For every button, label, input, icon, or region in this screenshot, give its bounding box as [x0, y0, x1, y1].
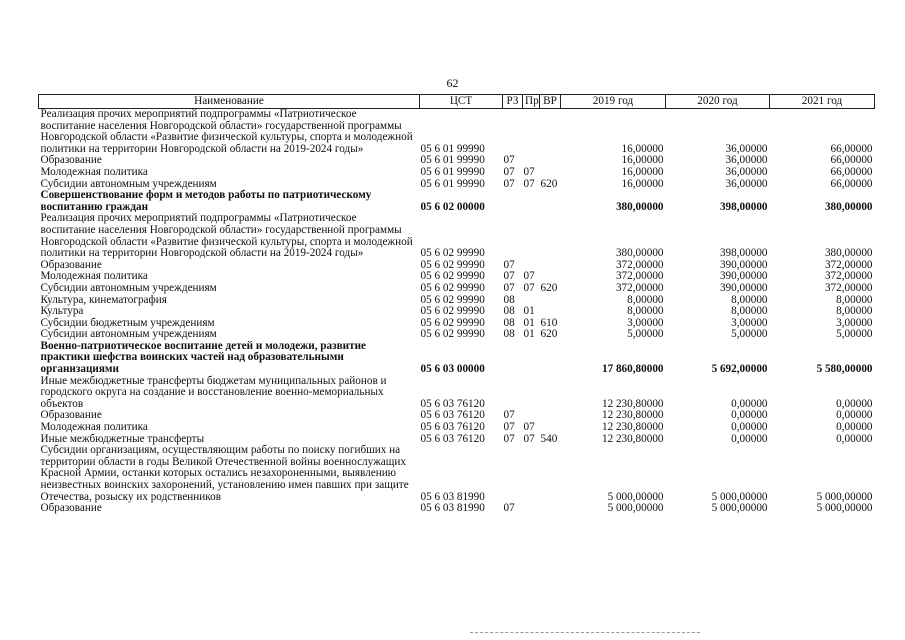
row-pr: 01: [523, 328, 535, 341]
row-name: Совершенствование форм и методов работы по патриотическому воспитанию граждан: [40, 189, 372, 213]
row-value-2019: 12 230,80000: [601, 432, 664, 445]
row-name: Реализация прочих мероприятий подпрограммы «Патриотическое воспитание населения Новгородской области» государственной программы Новгородской области «Развитие физической культуры, спорта и молодежной политики на территории Новгородской области на 2019-2024 годы»: [40, 212, 413, 260]
header-2020: 2020 год: [666, 95, 770, 109]
row-cst: 05 6 02 99990: [420, 281, 485, 294]
row-rz: [503, 190, 523, 213]
row-value-2019: 3,00000: [627, 316, 664, 329]
row-value-2021: 0,00000: [836, 432, 873, 445]
row-name: Образование: [40, 502, 102, 515]
row-value-2019: 12 230,80000: [601, 409, 664, 422]
row-rz: 08: [503, 293, 515, 306]
row-cst: 05 6 03 81990: [420, 490, 485, 503]
row-value-2019: 5,00000: [627, 328, 664, 341]
row-cst: 05 6 03 81990: [420, 502, 485, 515]
row-value-2019: 16,00000: [621, 154, 664, 167]
table-row: [39, 376, 875, 411]
header-rz: РЗ: [503, 95, 523, 109]
row-rz: 08: [503, 328, 515, 341]
table-body: [39, 109, 875, 515]
table-row: [39, 445, 875, 503]
row-cst: 05 6 02 99990: [420, 247, 485, 260]
row-value-2019: 16,00000: [621, 142, 664, 155]
row-value-2020: 0,00000: [731, 432, 768, 445]
row-vr: [540, 167, 561, 179]
row-rz: 08: [503, 316, 515, 329]
row-value-2019: 12 230,80000: [601, 421, 664, 434]
row-pr: 01: [523, 305, 535, 318]
row-value-2021: 0,00000: [836, 397, 873, 410]
budget-table: [38, 94, 875, 515]
table-row: [39, 503, 875, 515]
row-value-2021: 5,00000: [836, 328, 873, 341]
row-pr: 07: [523, 281, 535, 294]
row-cst: 05 6 02 00000: [420, 200, 485, 213]
row-value-2019: 17 860,80000: [601, 363, 664, 376]
row-rz: 08: [503, 305, 515, 318]
row-name: Субсидии организациям, осуществляющим работы по поиску погибших на территории области в годы Великой Отечественной войны военнослужащих Красной Армии, останки которых остались незахороненными, выявлению неизвестных воинских захоронений, установлению имен павших при защите Отечества, розыску их родственников: [40, 444, 409, 503]
row-pr: 07: [523, 270, 535, 283]
row-value-2020: 398,00000: [719, 200, 768, 213]
row-pr: [523, 445, 540, 503]
row-name: Субсидии автономным учреждениям: [40, 177, 217, 190]
row-name: Военно-патриотическое воспитание детей и молодежи, развитие практики шефства воинских частей над образовательными организациями: [40, 339, 367, 376]
row-value-2020: 36,00000: [725, 142, 768, 155]
row-rz: 07: [503, 270, 515, 283]
row-cst: 05 6 03 76120: [420, 409, 485, 422]
row-pr: 01: [523, 316, 535, 329]
row-value-2021: 372,00000: [824, 281, 873, 294]
row-value-2021: 5 000,00000: [816, 490, 873, 503]
scan-artifact-line: [470, 632, 700, 634]
row-rz: [503, 445, 523, 503]
header-2021: 2021 год: [770, 95, 875, 109]
table-row: [39, 213, 875, 259]
row-rz: 07: [503, 177, 515, 190]
row-vr: [540, 109, 561, 156]
row-value-2021: 372,00000: [824, 258, 873, 271]
row-value-2021: 5 580,00000: [816, 363, 873, 376]
row-value-2019: 372,00000: [615, 270, 664, 283]
row-value-2021: 380,00000: [824, 247, 873, 260]
row-pr: [523, 190, 540, 213]
row-rz: 07: [503, 432, 515, 445]
row-value-2020: 5 000,00000: [711, 490, 768, 503]
row-cst: 05 6 03 76120: [420, 397, 485, 410]
row-value-2020: 398,00000: [719, 247, 768, 260]
header-2019: 2019 год: [561, 95, 666, 109]
row-cst: 05 6 03 76120: [420, 432, 485, 445]
row-name: Субсидии бюджетным учреждениям: [40, 316, 215, 329]
row-rz: 07: [503, 154, 515, 167]
row-value-2021: 66,00000: [830, 142, 873, 155]
table-row: [39, 283, 875, 295]
row-name: Субсидии автономным учреждениям: [40, 281, 217, 294]
row-value-2021: 8,00000: [836, 305, 873, 318]
row-vr: 620: [540, 328, 558, 341]
row-vr: [540, 341, 561, 376]
row-value-2019: 372,00000: [615, 258, 664, 271]
row-rz: 07: [503, 258, 515, 271]
row-value-2021: 380,00000: [824, 200, 873, 213]
row-value-2020: 8,00000: [731, 293, 768, 306]
header-name: Наименование: [39, 95, 420, 109]
row-rz: 07: [503, 421, 515, 434]
table-row: [39, 109, 875, 156]
row-vr: [540, 422, 561, 434]
row-name: Молодежная политика: [40, 270, 148, 283]
row-cst: 05 6 01 99990: [420, 165, 485, 178]
row-name: Образование: [40, 154, 102, 167]
row-rz: [503, 376, 523, 411]
row-value-2020: 36,00000: [725, 154, 768, 167]
row-rz: [503, 109, 523, 156]
row-pr: 07: [523, 177, 535, 190]
row-cst: 05 6 01 99990: [420, 177, 485, 190]
row-cst: 05 6 01 99990: [420, 142, 485, 155]
page-number: 62: [446, 76, 459, 90]
row-rz: 07: [503, 502, 515, 515]
row-vr: [540, 213, 561, 259]
row-name: Культура: [40, 305, 84, 318]
table-row: [39, 341, 875, 376]
row-vr: 540: [540, 432, 558, 445]
table-row: [39, 422, 875, 434]
table-row: [39, 306, 875, 318]
row-value-2020: 0,00000: [731, 397, 768, 410]
row-vr: 620: [540, 281, 558, 294]
row-value-2019: 16,00000: [621, 177, 664, 190]
row-cst: 05 6 02 99990: [420, 270, 485, 283]
row-name: Образование: [40, 258, 102, 271]
row-cst: 05 6 02 99990: [420, 258, 485, 271]
row-vr: 620: [540, 177, 558, 190]
row-rz: 07: [503, 165, 515, 178]
row-pr: 07: [523, 421, 535, 434]
row-vr: [540, 155, 561, 167]
row-name: Культура, кинематография: [40, 293, 167, 306]
row-value-2020: 5 692,00000: [711, 363, 768, 376]
row-vr: [540, 376, 561, 411]
row-value-2020: 390,00000: [719, 258, 768, 271]
row-cst: 05 6 02 99990: [420, 328, 485, 341]
row-vr: [540, 295, 561, 307]
row-cst: 05 6 03 76120: [420, 421, 485, 434]
row-pr: [523, 341, 540, 376]
row-vr: [540, 190, 561, 213]
table-row: [39, 167, 875, 179]
row-rz: 07: [503, 409, 515, 422]
row-value-2019: 8,00000: [627, 293, 664, 306]
row-value-2019: 372,00000: [615, 281, 664, 294]
row-name: Субсидии автономным учреждениям: [40, 328, 217, 341]
row-value-2019: 380,00000: [615, 200, 664, 213]
row-cst: 05 6 03 00000: [420, 363, 485, 376]
row-value-2020: 5 000,00000: [711, 502, 768, 515]
header-vr: ВР: [540, 95, 561, 109]
row-value-2019: 5 000,00000: [607, 502, 664, 515]
row-vr: [540, 260, 561, 272]
row-vr: [540, 410, 561, 422]
header-pr: Пр: [523, 95, 540, 109]
row-value-2020: 0,00000: [731, 421, 768, 434]
row-value-2019: 8,00000: [627, 305, 664, 318]
row-value-2021: 0,00000: [836, 421, 873, 434]
row-value-2020: 36,00000: [725, 177, 768, 190]
row-name: Реализация прочих мероприятий подпрограммы «Патриотическое воспитание населения Новгородской области» государственной программы Новгородской области «Развитие физической культуры, спорта и молодежной политики на территории Новгородской области на 2019-2024 годы»: [40, 108, 413, 155]
row-value-2019: 5 000,00000: [607, 490, 664, 503]
row-vr: [540, 306, 561, 318]
row-name: Молодежная политика: [40, 165, 148, 178]
row-value-2021: 66,00000: [830, 154, 873, 167]
row-value-2020: 36,00000: [725, 165, 768, 178]
row-value-2019: 16,00000: [621, 165, 664, 178]
row-name: Иные межбюджетные трансферты: [40, 432, 205, 445]
row-cst: 05 6 02 99990: [420, 293, 485, 306]
row-value-2021: 66,00000: [830, 165, 873, 178]
row-pr: 07: [523, 165, 535, 178]
row-vr: [540, 445, 561, 503]
row-pr: [523, 503, 540, 515]
row-pr: [523, 213, 540, 259]
row-rz: [503, 341, 523, 376]
row-rz: [503, 213, 523, 259]
row-rz: 07: [503, 281, 515, 294]
row-value-2021: 0,00000: [836, 409, 873, 422]
row-value-2020: 8,00000: [731, 305, 768, 318]
row-value-2020: 5,00000: [731, 328, 768, 341]
row-pr: [523, 109, 540, 156]
row-value-2020: 390,00000: [719, 281, 768, 294]
header-cst: ЦСТ: [420, 95, 503, 109]
row-name: Образование: [40, 409, 102, 422]
row-value-2019: 12 230,80000: [601, 397, 664, 410]
row-cst: 05 6 02 99990: [420, 316, 485, 329]
row-value-2021: 372,00000: [824, 270, 873, 283]
table-row: [39, 190, 875, 213]
row-name: Молодежная политика: [40, 421, 148, 434]
row-vr: 610: [540, 316, 558, 329]
row-vr: [540, 503, 561, 515]
row-value-2020: 0,00000: [731, 409, 768, 422]
row-pr: [523, 376, 540, 411]
row-value-2021: 66,00000: [830, 177, 873, 190]
row-name: Иные межбюджетные трансферты бюджетам муниципальных районов и городского округа на создание и восстановление военно-мемориальных объектов: [40, 374, 387, 410]
row-value-2021: 3,00000: [836, 316, 873, 329]
row-value-2020: 390,00000: [719, 270, 768, 283]
row-value-2020: 3,00000: [731, 316, 768, 329]
row-value-2019: 380,00000: [615, 247, 664, 260]
row-cst: 05 6 01 99990: [420, 154, 485, 167]
row-value-2021: 5 000,00000: [816, 502, 873, 515]
row-pr: 07: [523, 432, 535, 445]
table-header-row: [39, 95, 875, 109]
row-value-2021: 8,00000: [836, 293, 873, 306]
row-cst: 05 6 02 99990: [420, 305, 485, 318]
